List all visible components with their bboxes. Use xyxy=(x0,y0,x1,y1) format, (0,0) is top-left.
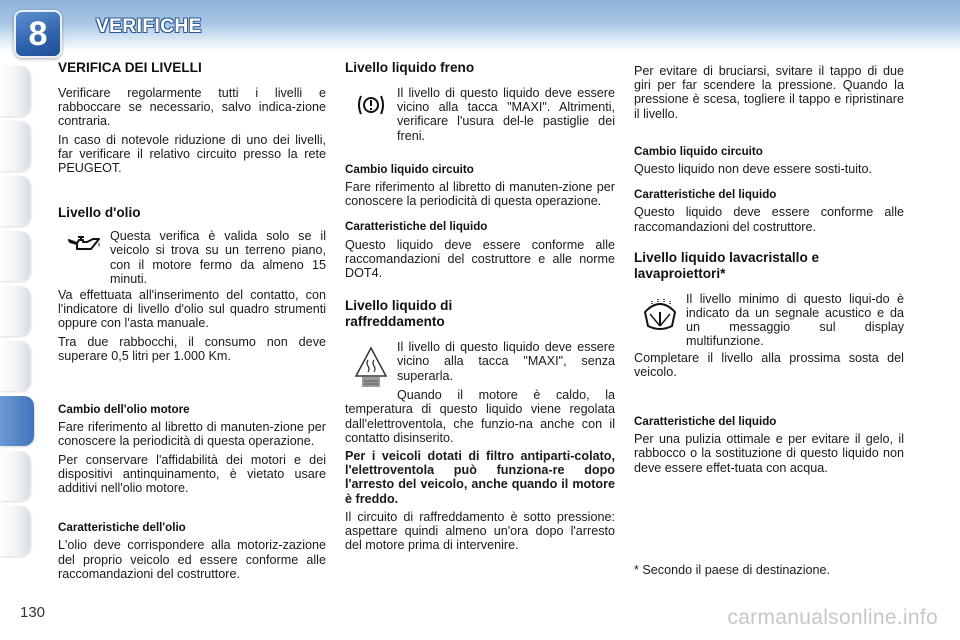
paragraph: Il livello di questo liquido deve essere vicino alla tacca "MAXI". Altrimenti, verificare l'usura del-le pastiglie dei freni. xyxy=(397,86,615,143)
subsection-title-brake-spec: Caratteristiche del liquido xyxy=(345,220,488,234)
chapter-badge: 8 xyxy=(14,10,62,58)
paragraph: Completare il livello alla prossima sosta del veicolo. xyxy=(634,350,904,379)
chapter-tab-active[interactable] xyxy=(0,396,34,446)
column-2 xyxy=(345,60,615,556)
brake-row xyxy=(345,86,615,145)
column-1 xyxy=(58,60,326,585)
paragraph: Questo liquido deve essere conforme alle raccomandazioni del costruttore e alle norme DOT4. xyxy=(345,237,615,281)
subsection-title-brake-change: Cambio liquido circuito xyxy=(345,162,474,176)
section-title-oil: Livello d'olio xyxy=(58,205,141,221)
paragraph: L'olio deve corrispondere alla motoriz-zazione del proprio veicolo ed essere conforme alle raccomandazioni del costruttore. xyxy=(58,538,326,581)
section-title-brake: Livello liquido freno xyxy=(345,60,475,75)
paragraph: Questa verifica è valida solo se il veicolo si trova su un terreno piano, con il motore fermo da almeno 15 minuti. xyxy=(110,229,326,286)
chapter-tab[interactable] xyxy=(0,286,30,336)
subsection-title-washer-spec: Caratteristiche del liquido xyxy=(634,415,777,429)
subsection-title-coolant-spec: Caratteristiche del liquido xyxy=(634,188,777,202)
chapter-tab[interactable] xyxy=(0,341,30,391)
paragraph: Questo liquido non deve essere sosti-tuito. xyxy=(634,162,873,177)
section-title-washer: Livello liquido lavacristallo e lavaproiettori* xyxy=(634,249,820,281)
paragraph: In caso di notevole riduzione di uno dei livelli, far verificare il relativo circuito presso la rete PEUGEOT. xyxy=(58,132,326,176)
paragraph: Tra due rabbocchi, il consumo non deve superare 0,5 litri per 1.000 Km. xyxy=(58,334,326,363)
section-title-levels: VERIFICA DEI LIVELLI xyxy=(58,60,202,75)
watermark: carmanualsonline.info xyxy=(727,606,938,629)
coolant-hot-icon xyxy=(345,340,397,388)
paragraph: Quando il motore è caldo, la temperatura di questo liquido viene regolata dall'elettroventola, che funzio-na anche con il contatto disinserito. xyxy=(345,388,615,445)
chapter-tab[interactable] xyxy=(0,231,30,281)
section-title-coolant: Livello liquido di raffreddamento xyxy=(345,298,453,330)
brake-warning-icon xyxy=(345,86,397,118)
chapter-tab[interactable] xyxy=(0,121,30,171)
paragraph: Il livello minimo di questo liqui-do è indicato da un segnale acustico e da un messaggio sul display multifunzione. xyxy=(686,291,904,349)
subsection-title-oil-spec: Caratteristiche dell'olio xyxy=(58,521,186,535)
footnote: * Secondo il paese di destinazione. xyxy=(634,562,831,577)
column-3 xyxy=(634,64,904,581)
oil-warning-row xyxy=(58,229,326,288)
chapter-tabs xyxy=(0,66,40,561)
oil-can-icon xyxy=(58,229,110,253)
chapter-tab[interactable] xyxy=(0,451,30,501)
paragraph: Verificare regolarmente tutti i livelli e rabboccare se necessario, salvo indica-zione contraria. xyxy=(58,86,326,129)
paragraph: Fare riferimento al libretto di manuten-zione per conoscere la periodicità di questa operazione. xyxy=(345,180,615,209)
paragraph: Per evitare di bruciarsi, svitare il tappo di due giri per far scendere la pressione. Quando la pressione è scesa, togliere il tappo e ripristinare il livello. xyxy=(634,64,904,121)
chapter-title: VERIFICHE xyxy=(96,16,202,37)
washer-fluid-icon xyxy=(634,292,686,334)
page-number: 130 xyxy=(20,604,46,621)
coolant-row xyxy=(345,340,615,388)
subsection-title-coolant-change: Cambio liquido circuito xyxy=(634,144,763,158)
washer-row xyxy=(634,292,904,351)
paragraph: Questo liquido deve essere conforme alle raccomandazioni del costruttore. xyxy=(634,205,904,234)
paragraph: Va effettuata all'inserimento del contatto, con l'indicatore di livello d'olio sul quadro strumenti oppure con l'asta manuale. xyxy=(58,288,326,331)
paragraph: Per una pulizia ottimale e per evitare il gelo, il rabbocco o la sostituzione di questo liquido non deve essere effet-tuata con acqua. xyxy=(634,432,904,475)
chapter-tab[interactable] xyxy=(0,506,30,556)
chapter-tab[interactable] xyxy=(0,176,30,226)
paragraph: Il circuito di raffreddamento è sotto pressione: aspettare quindi almeno un'ora dopo l'arresto del motore prima di intervenire. xyxy=(345,509,615,553)
paragraph: Il livello di questo liquido deve essere vicino alla tacca "MAXI", senza superarla. xyxy=(397,340,615,383)
paragraph: Per conservare l'affidabilità dei motori e dei dispositivi antinquinamento, è vietato usare additivi nell'olio motore. xyxy=(58,452,326,496)
paragraph: Fare riferimento al libretto di manuten-zione per conoscere la periodicità di questa operazione. xyxy=(58,420,326,449)
chapter-tab[interactable] xyxy=(0,66,30,116)
paragraph-bold: Per i veicoli dotati di filtro antiparti-colato, l'elettroventola può funziona-re dopo l'arresto del veicolo, anche quando il motore è freddo. xyxy=(345,449,615,506)
subsection-title-oil-change: Cambio dell'olio motore xyxy=(58,403,190,417)
